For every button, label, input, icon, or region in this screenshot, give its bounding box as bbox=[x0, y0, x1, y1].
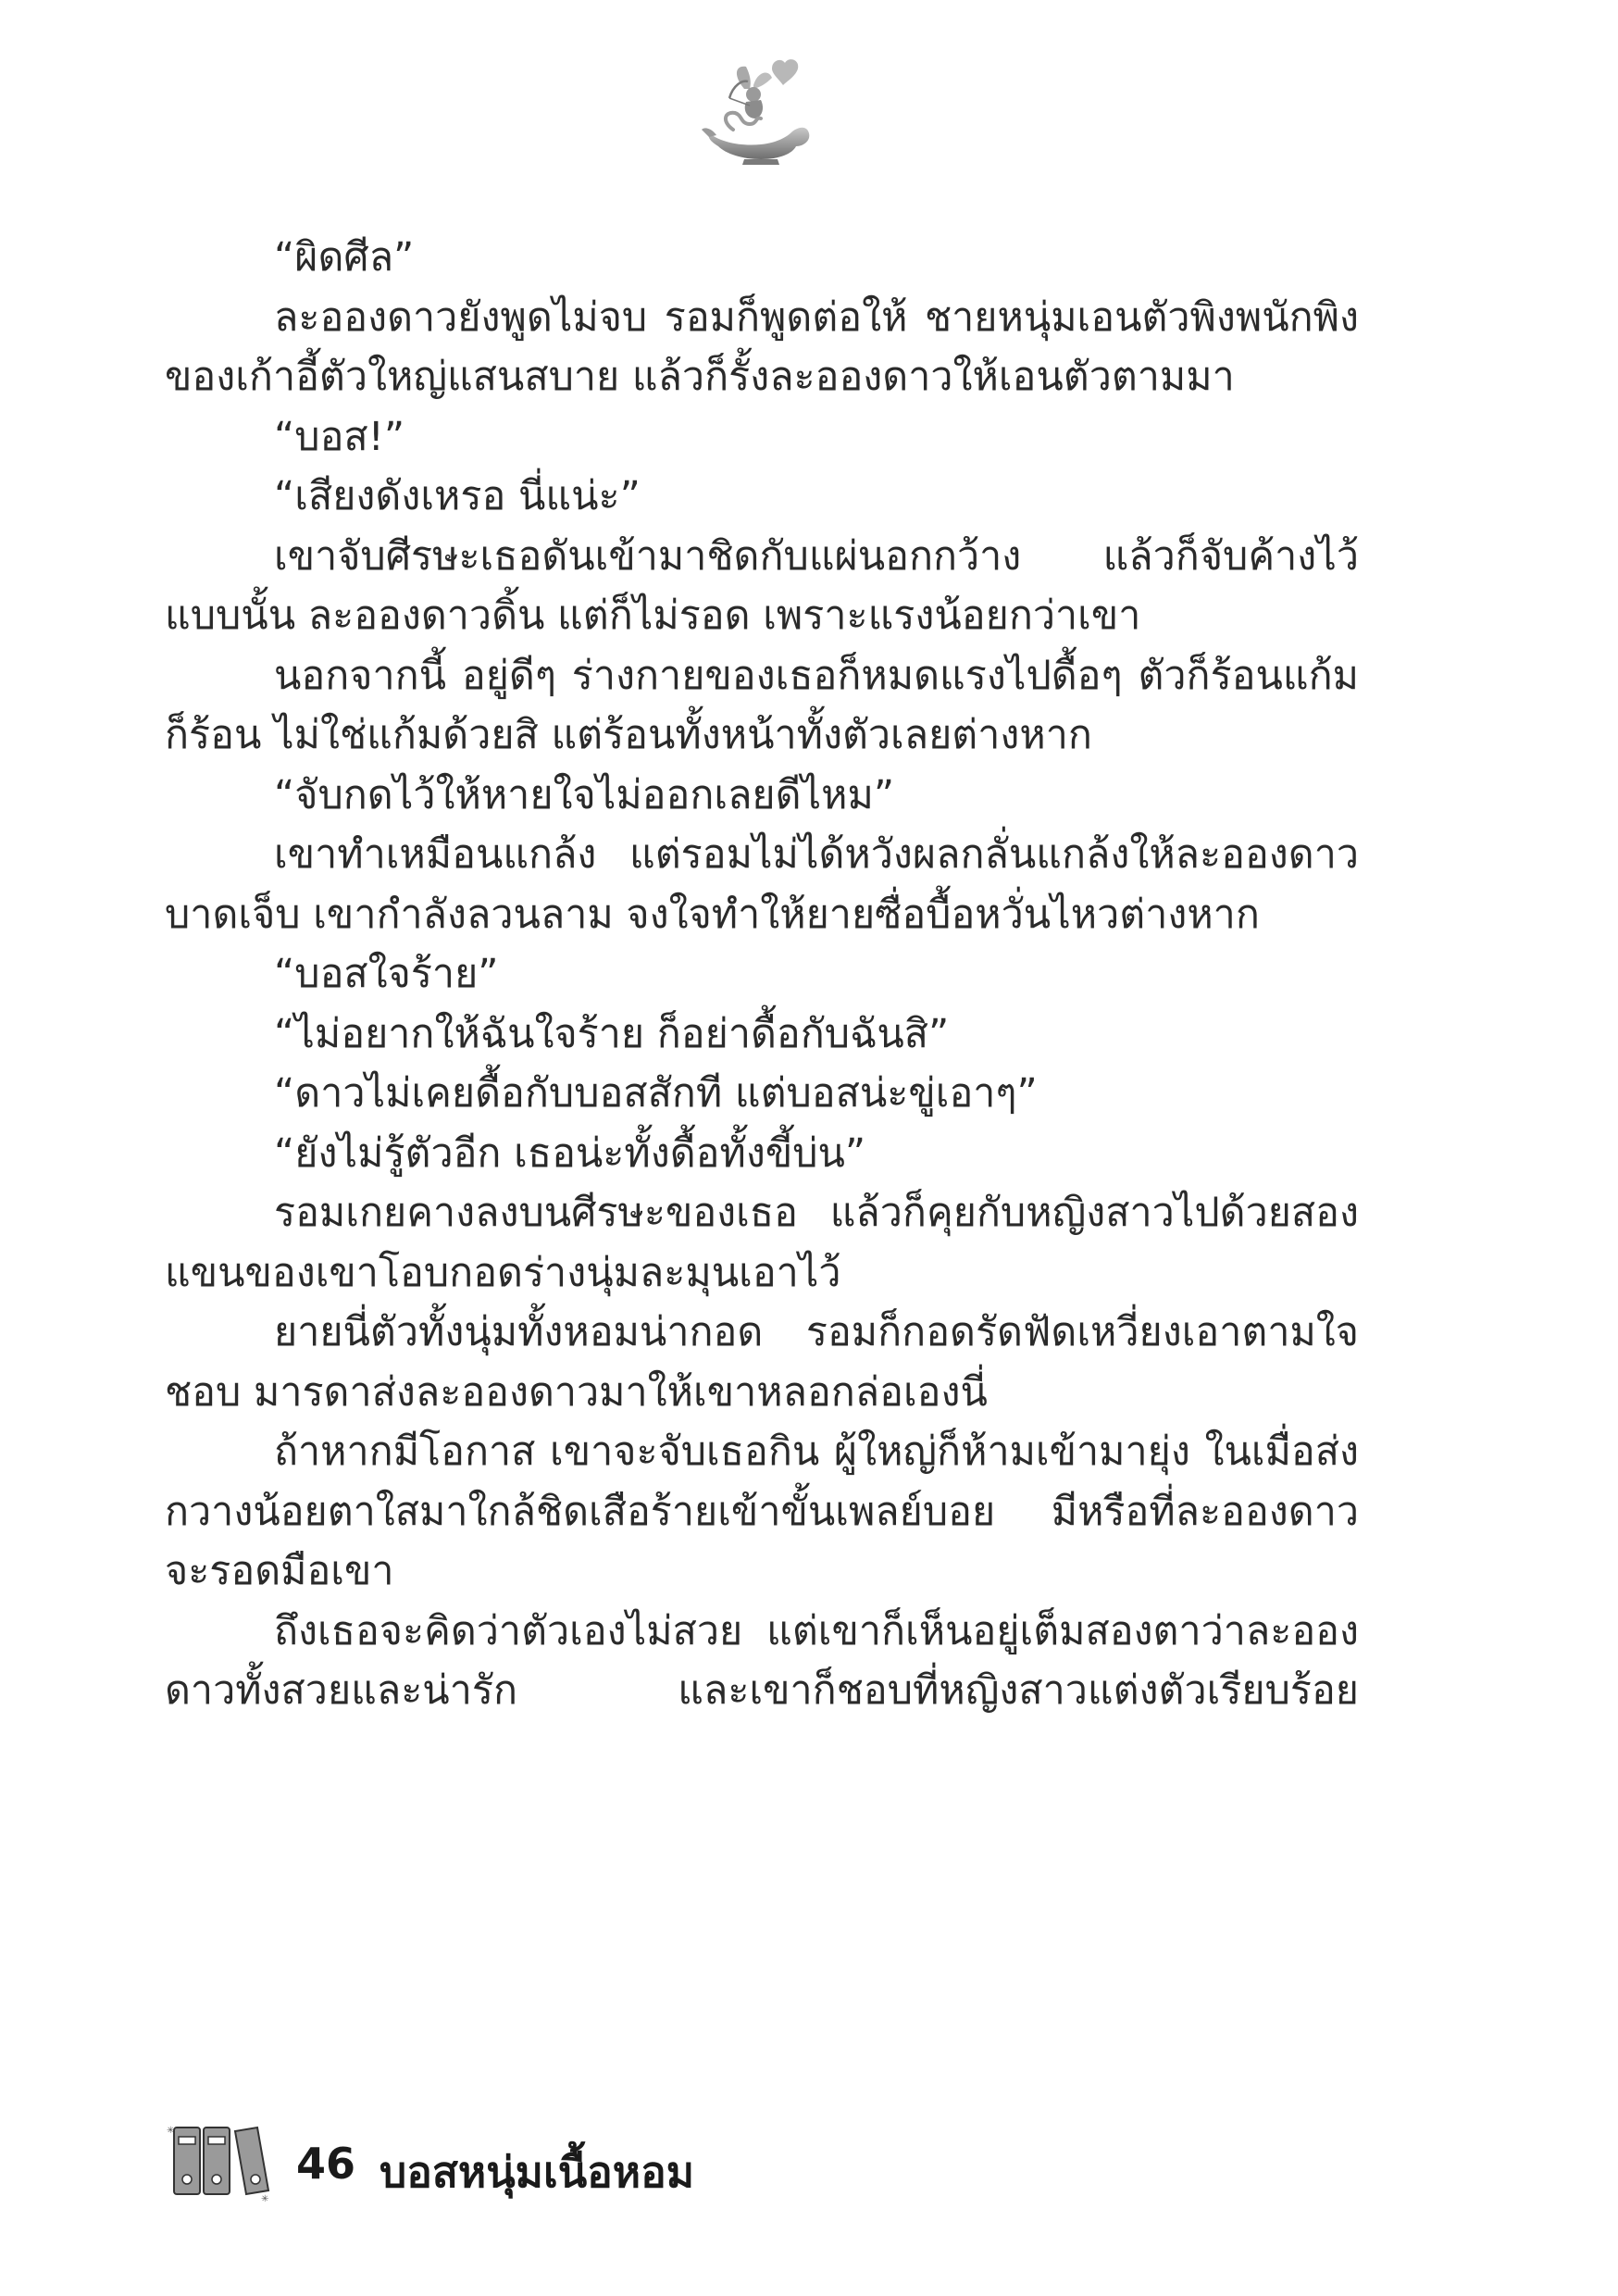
paragraph: “ไม่อยากให้ฉันใจร้าย ก็อย่าดื้อกับฉันสิ” bbox=[274, 1010, 950, 1057]
books-icon bbox=[165, 2120, 276, 2203]
svg-text:✳: ✳ bbox=[167, 2126, 175, 2136]
book-title: บอสหนุ่มเนื้อหอม bbox=[380, 2147, 695, 2197]
body-text bbox=[165, 228, 1359, 1721]
cupid-magic-lamp-icon bbox=[696, 57, 816, 167]
paragraph: ถึงเธอจะคิดว่าตัวเองไม่สวย แต่เขาก็เห็นอยู่เต็มสองตาว่าละอองดาวทั้งสวยและน่ารัก และเขาก็ชอบที่หญิงสาวแต่งตัวเรียบร้อย bbox=[165, 1607, 1359, 1714]
paragraph: นอกจากนี้ อยู่ดีๆ ร่างกายของเธอก็หมดแรงไปดื้อๆ ตัวก็ร้อนแก้มก็ร้อน ไม่ใช่แก้มด้วยสิ แต่ร้อนทั้งหน้าทั้งตัวเลยต่างหาก bbox=[165, 652, 1359, 758]
paragraph: ถ้าหากมีโอกาส เขาจะจับเธอกิน ผู้ใหญ่ก็ห้ามเข้ามายุ่ง ในเมื่อส่งกวางน้อยตาใสมาใกล้ชิดเสือร้ายเข้าขั้นเพลย์บอย มีหรือที่ละอองดาวจะรอดมือเขา bbox=[165, 1429, 1359, 1594]
page-footer bbox=[165, 2120, 998, 2203]
svg-text:✳: ✳ bbox=[261, 2194, 269, 2203]
paragraph: “ผิดศีล” bbox=[274, 234, 415, 281]
paragraph: ละอองดาวยังพูดไม่จบ รอมก็พูดต่อให้ ชายหนุ่มเอนตัวพิงพนักพิงของเก้าอี้ตัวใหญ่แสนสบาย แล้วก็รั้งละอองดาวให้เอนตัวตามมา bbox=[165, 293, 1359, 400]
paragraph: “บอส!” bbox=[274, 413, 405, 460]
paragraph: “เสียงดังเหรอ นี่แน่ะ” bbox=[274, 473, 641, 519]
paragraph: ยายนี่ตัวทั้งนุ่มทั้งหอมน่ากอด รอมก็กอดรัดฟัดเหวี่ยงเอาตามใจชอบ มารดาส่งละอองดาวมาให้เขาหลอกล่อเองนี่ bbox=[165, 1309, 1359, 1416]
page-number: 46 bbox=[296, 2139, 356, 2189]
paragraph: “ดาวไม่เคยดื้อกับบอสสักที แต่บอสน่ะขู่เอาๆ” bbox=[274, 1070, 1038, 1117]
paragraph: “บอสใจร้าย” bbox=[274, 951, 499, 997]
paragraph: “ยังไม่รู้ตัวอีก เธอน่ะทั้งดื้อทั้งขี้บ่น” bbox=[274, 1129, 866, 1177]
paragraph: เขาจับศีรษะเธอดันเข้ามาชิดกับแผ่นอกกว้าง แล้วก็จับค้างไว้แบบนั้น ละอองดาวดิ้น แต่ก็ไม่รอด เพราะแรงน้อยกว่าเขา bbox=[165, 532, 1359, 639]
paragraph: รอมเกยคางลงบนศีรษะของเธอ แล้วก็คุยกับหญิงสาวไปด้วยสองแขนของเขาโอบกอดร่างนุ่มละมุนเอาไว้ bbox=[165, 1190, 1359, 1296]
paragraph: “จับกดไว้ให้หายใจไม่ออกเลยดีไหม” bbox=[274, 771, 895, 818]
paragraph: เขาทำเหมือนแกล้ง แต่รอมไม่ได้หวังผลกลั่นแกล้งให้ละอองดาวบาดเจ็บ เขากำลังลวนลาม จงใจทำให้ยายซื่อบื้อหวั่นไหวต่างหาก bbox=[165, 831, 1359, 938]
